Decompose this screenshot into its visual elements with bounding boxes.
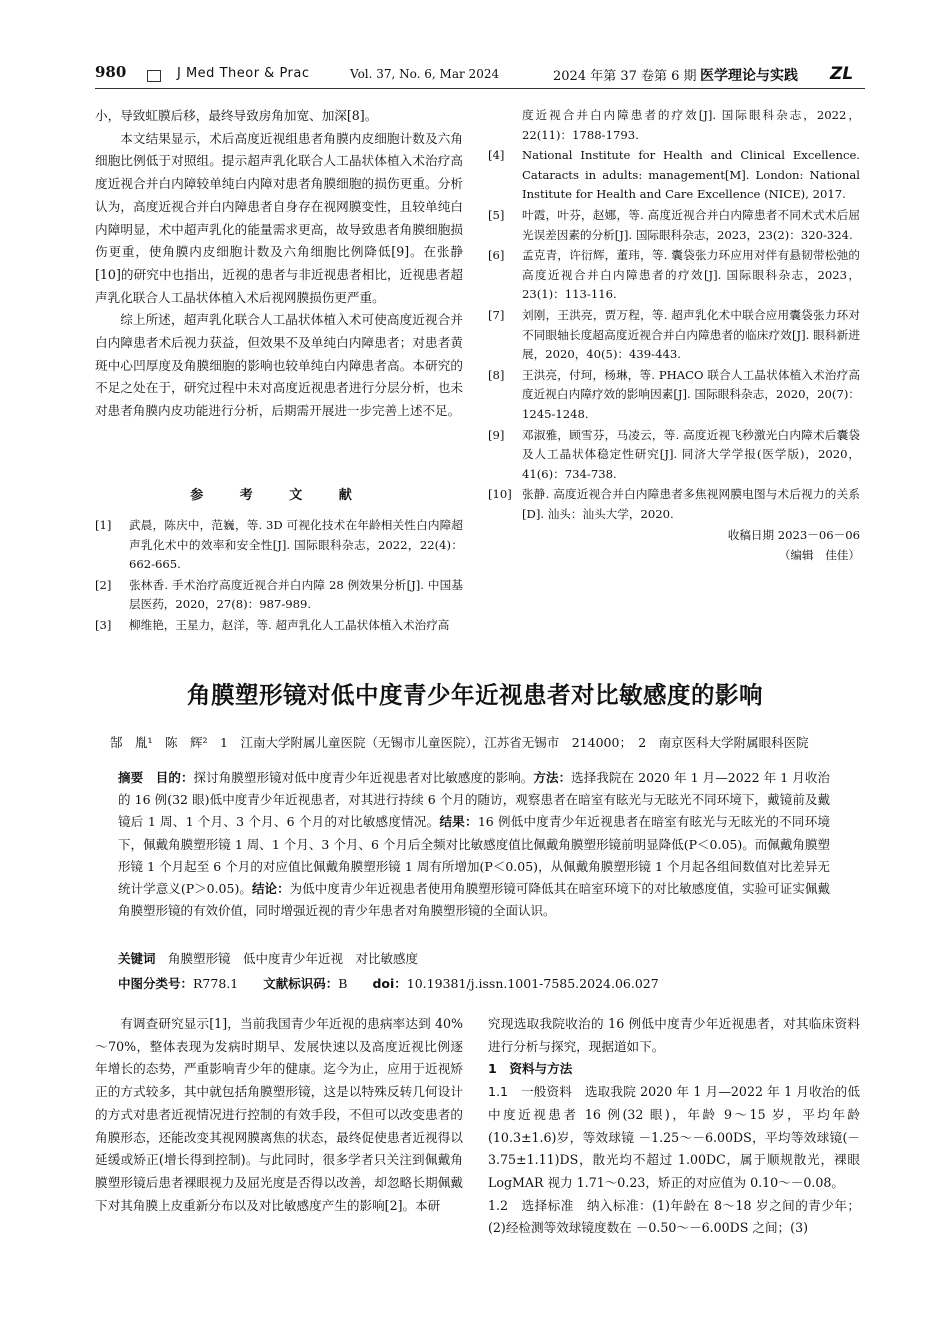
editor-note: （编辑 佳佳） (778, 548, 860, 563)
doi: 10.19381/j.issn.1001-7585.2024.06.027 (406, 976, 659, 991)
reference-continuation: 度近视合并白内障患者的疗效[J]. 国际眼科杂志，2022，22(11)：1788-1793. (522, 108, 860, 142)
results-label: 结果： (439, 814, 478, 830)
reference-item: [4] National Institute for Health and Clinical Excellence. Cataracts in adults: management[M]. London: National Institute for Health and Care Excellence (NICE), 2017. (488, 148, 860, 202)
page-number: 980 (95, 63, 127, 81)
reference-item: [2] 张林香. 手术治疗高度近视合并白内障 28 例效果分析[J]. 中国基层医药，2020，27(8)：987-989. (95, 577, 463, 612)
abstract-conclusion: 为低中度青少年近视患者使用角膜塑形镜可降低其在暗室环境下的对比敏感度值，实验可证实佩戴角膜塑形镜的有效价值，同时增强近视的青少年患者对角膜塑形镜的全面认识。 (118, 881, 830, 919)
reference-item: [10] 张静. 高度近视合并白内障患者多焦视网膜电图与术后视力的关系[D]. 汕头：汕头大学，2020. (488, 487, 860, 521)
keywords-list: 角膜塑形镜 低中度青少年近视 对比敏感度 (168, 951, 419, 966)
body-paragraph: 有调查研究显示[1]，当前我国青少年近视的患病率达到 40%～70%，整体表现为发病时期早、发展快速以及高度近视比例逐年增长的态势，严重影响青少年的健康。迄今为止，应用于近视矫正的方式较多，其中就包括角膜塑形镜，这是以特殊反转几何设计的方式对患者近视情况进行控制的有效手段，不但可以改变患者的角膜形态，还能改变其视网膜离焦的状态，最终促使患者近视得以延缓或矫正(增长得到控制)。与此同时，很多学者只关注到佩戴角膜塑形镜后患者裸眼视力及屈光度是否得以改善，却忽略长期佩戴下对其角膜上皮重新分布以及对比敏感度产生的影响[2]。本研 (95, 1016, 463, 1213)
body-paragraph: 小，导致虹膜后移，最终导致房角加宽、加深[8]。 (95, 108, 378, 123)
objective-label: 目的： (155, 770, 194, 785)
references-title: 参 考 文 献 (190, 488, 368, 503)
received-date: 收稿日期 2023－06－06 (727, 528, 860, 543)
doc-code: B (338, 976, 348, 991)
body-paragraph: 综上所述，超声乳化联合人工晶状体植入术可使高度近视合并白内障患者术后视力获益，但效果不及单纯白内障患者；对患者黄斑中心凹厚度及角膜细胞的影响也较单纯白内障患者高。本研究的不足之处在于，研究过程中未对高度近视患者进行分层分析，也未对患者角膜内皮功能进行分析，后期需开展进一步完善上述不足。 (95, 312, 463, 419)
subsection-text: 选取我院 2020 年 1 月—2022 年 1 月收治的低中度近视患者 16 例(32 眼)，年龄 9～15 岁，平均年龄(10.3±1.6)岁，等效球镜 －1.25～－6.00DS，平均等效球镜(－3.75±1.11)DS，散光均不超过 1.00DC，属于顺规散光，裸眼 LogMAR 视力 1.71～0.23，矫正的对应值为 0.10～－0.08。 (488, 1084, 861, 1190)
keywords (118, 949, 830, 967)
body-paragraph: 本文结果显示，术后高度近视组患者角膜内皮细胞计数及六角细胞比例低于对照组。提示超声乳化联合人工晶状体植入术治疗高度近视合并白内障较单纯白内障对患者角膜细胞的损伤更重。分析认为，高度近视合并白内障患者自身存在视网膜变性，且较单纯白内障明显，术中超声乳化的能量需求更高，故导致患者角膜细胞损伤更重，使角膜内皮细胞计数及六角细胞比例降低[9]。在张静[10]的研究中也指出，近视的患者与非近视患者相比，近视患者超声乳化联合人工晶状体植入术后视网膜损伤更严重。 (95, 130, 463, 305)
article-right-column (488, 1013, 860, 1240)
header-rule (95, 88, 865, 89)
reference-item: [3] 柳维艳，王星力，赵洋，等. 超声乳化人工晶状体植入术治疗高 (95, 617, 450, 632)
subsection-label: 1.1 一般资料 (488, 1084, 573, 1100)
body-paragraph: 究现选取我院收治的 16 例低中度青少年近视患者，对其临床资料进行分析与探究，现据道如下。 (488, 1016, 860, 1054)
author-line: 郜 胤¹ 陈 辉² 1 江南大学附属儿童医院（无锡市儿童医院），江苏省无锡市 214000； 2 南京医科大学附属眼科医院 (110, 735, 809, 750)
volume-cn: 2024 年第 37 卷第 6 期 (553, 69, 697, 84)
reference-item: [6] 孟克青，许衍辉，董玮，等. 囊袋张力环应用对伴有悬韧带松弛的高度近视合并白内障患者的疗效[J]. 国际眼科杂志，2023，23(1)：113-116. (488, 248, 860, 302)
abstract-results: 16 例低中度青少年近视患者在暗室有眩光与无眩光的不同环境下，佩戴角膜塑形镜 1 周、1 个月、3 个月、6 个月后全频对比敏感度值比佩戴角膜塑形镜前明显降低(P＜0.05)。而佩戴角膜塑形镜 1 个月起至 6 个月的对应值比佩戴角膜塑形镜 1 周有所增加(P＜0.05)，从佩戴角膜塑形镜 1 个月起各组间数值对比差异无统计学意义(P＞0.05)。 (118, 814, 830, 897)
subsection-label: 1.2 选择标准 (488, 1197, 574, 1213)
clc-code: R778.1 (193, 976, 239, 991)
reference-item: [5] 叶霞，叶芬，赵娜，等. 高度近视合并白内障患者不同术式术后屈光误差因素的分析[J]. 国际眼科杂志，2023，23(2)：320-324. (488, 207, 860, 242)
journal-name-en: J Med Theor & Prac (177, 66, 310, 81)
references-right (488, 106, 860, 565)
references-left (95, 516, 463, 637)
abstract (118, 767, 830, 922)
running-header (95, 62, 865, 86)
journal-logo: ZL (830, 64, 854, 84)
journal-mark-icon (147, 70, 161, 82)
abstract-label: 摘要 (118, 770, 144, 785)
abstract-objective: 探讨角膜塑形镜对低中度青少年近视患者对比敏感度的影响。 (193, 770, 534, 785)
abstract-methods: 选择我院在 2020 年 1 月—2022 年 1 月收治的 16 例(32 眼)低中度青少年近视患者，对其进行持续 6 个月的随访，观察患者在暗室有眩光与无眩光不同环境下，戴镜前及戴镜后 1 周、1 个月、3 个月、6 个月的对比敏感度情况。 (118, 770, 830, 830)
article-left-column (95, 1013, 463, 1217)
reference-item: [8] 王洪亮，付珂，杨琳，等. PHACO 联合人工晶状体植入术治疗高度近视白内障疗效的影响因素[J]. 国际眼科杂志，2020，20(7)：1245-1248. (488, 367, 860, 421)
volume-en: Vol. 37, No. 6, Mar 2024 (350, 67, 500, 81)
methods-label: 方法： (533, 770, 572, 785)
classification-line: 中图分类号：R778.1 文献标识码：B doi：10.19381/j.issn.1001-7585.2024.06.027 (118, 976, 659, 991)
prev-article-left-column (95, 105, 463, 423)
reference-item: [7] 刘刚，王洪亮，贾万程，等. 超声乳化术中联合应用囊袋张力环对不同眼轴长度超高度近视合并白内障患者的临床疗效[J]. 眼科新进展，2020，40(5)：439-443. (488, 307, 860, 362)
article-title: 角膜塑形镜对低中度青少年近视患者对比敏感度的影响 (187, 681, 763, 709)
conclusion-label: 结论： (251, 881, 290, 897)
section-heading: 1 资料与方法 (488, 1061, 573, 1077)
journal-name-cn: 医学理论与实践 (700, 68, 798, 84)
reference-item: [9] 邓淑雅，顾雪芬，马凌云，等. 高度近视飞秒激光白内障术后囊袋及人工晶状体稳定性研究[J]. 同济大学学报(医学版)，2020，41(6)：734-738. (488, 427, 860, 481)
subsection-text: 纳入标准：(1)年龄在 8～18 岁之间的青少年；(2)经检测等效球镜度数在 －0.50～－6.00DS 之间；(3) (488, 1197, 861, 1236)
keywords-label: 关键词 (118, 951, 156, 966)
reference-item: [1] 武晨，陈庆中，范巍，等. 3D 可视化技术在年龄相关性白内障超声乳化术中的效率和安全性[J]. 国际眼科杂志，2022，22(4)：662-665. (95, 518, 463, 572)
